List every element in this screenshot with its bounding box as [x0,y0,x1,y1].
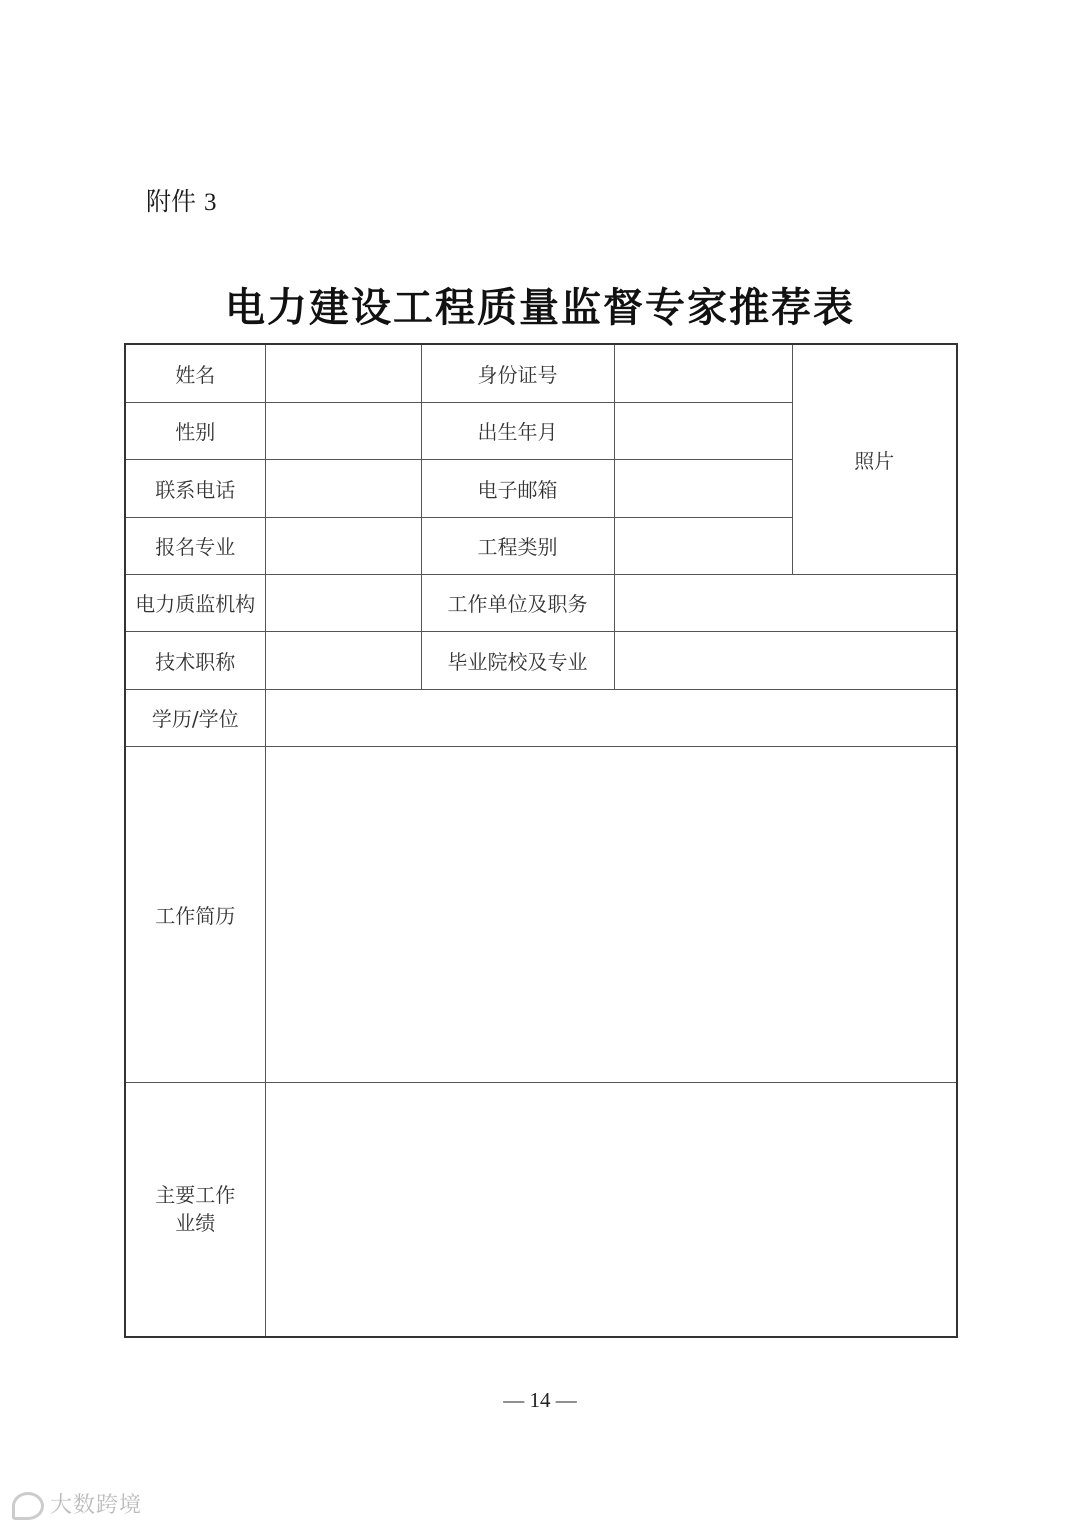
label-gender: 性别 [125,402,265,459]
label-name: 姓名 [125,344,265,402]
field-birth-date[interactable] [614,402,792,459]
watermark-logo-icon [12,1492,44,1520]
label-school-major: 毕业院校及专业 [421,631,614,689]
label-education: 学历/学位 [125,689,265,746]
label-id-number: 身份证号 [421,344,614,402]
label-achievements [125,1082,265,1337]
watermark [12,1488,142,1520]
label-technical-title: 技术职称 [125,631,265,689]
field-gender[interactable] [265,402,421,459]
label-work-history: 工作简历 [125,746,265,1082]
recommendation-form-table [124,343,958,1338]
achievements-label-line2: 业绩 [175,1211,216,1236]
field-phone[interactable] [265,459,421,517]
field-education[interactable] [265,689,957,746]
label-quality-agency: 电力质监机构 [125,574,265,631]
field-achievements[interactable] [265,1082,957,1337]
label-employer-position: 工作单位及职务 [421,574,614,631]
attachment-number: 3 [203,189,217,216]
photo-cell[interactable]: 照片 [792,344,957,574]
field-name[interactable] [265,344,421,402]
field-email[interactable] [614,459,792,517]
field-specialty[interactable] [265,517,421,574]
field-work-history[interactable] [265,746,957,1082]
field-id-number[interactable] [614,344,792,402]
field-technical-title[interactable] [265,631,421,689]
form-title: 电力建设工程质量监督专家推荐表 [225,284,855,331]
field-employer-position[interactable] [614,574,957,631]
attachment-label [146,182,216,218]
watermark-text: 大数跨境 [50,1493,143,1518]
achievements-label-line1: 主要工作 [155,1183,236,1208]
label-project-category: 工程类别 [421,517,614,574]
page-number: — 14 — [503,1388,577,1412]
field-project-category[interactable] [614,517,792,574]
attachment-text: 附件 [146,187,197,216]
label-birth-date: 出生年月 [421,402,614,459]
label-phone: 联系电话 [125,459,265,517]
field-school-major[interactable] [614,631,957,689]
field-quality-agency[interactable] [265,574,421,631]
label-specialty: 报名专业 [125,517,265,574]
label-email: 电子邮箱 [421,459,614,517]
